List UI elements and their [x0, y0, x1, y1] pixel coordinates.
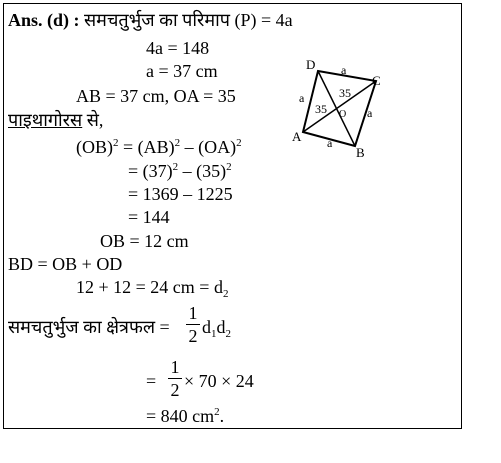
side-label-cb: a [367, 106, 373, 120]
side-label-da: a [299, 91, 305, 105]
center-o: O [339, 109, 347, 120]
numerator: 1 [188, 303, 198, 323]
exponent: 2 [226, 161, 232, 173]
exponent: 2 [174, 137, 181, 149]
vertex-d: D [306, 57, 316, 72]
answer-label: Ans. (d) : [8, 10, 80, 30]
numerator: 1 [170, 357, 180, 377]
fraction-bar [186, 324, 200, 325]
exponent: 2 [113, 137, 119, 149]
oc-length-label: 35 [339, 86, 351, 100]
answer-line-1 [8, 10, 293, 30]
pythagoras-word: पाइथागोरस [8, 110, 83, 130]
equation-a: a = 37 cm [146, 61, 218, 81]
d2-expression: 12 + 12 = 24 cm = d [76, 277, 223, 297]
subtraction-line: = 1369 – 1225 [128, 184, 233, 204]
vertex-b: B [356, 145, 365, 160]
denominator: 2 [188, 326, 198, 346]
vertex-a: A [292, 129, 302, 144]
se-word: से, [82, 110, 104, 130]
given-values: AB = 37 cm, OA = 35 [76, 86, 236, 106]
oa-length-label: 35 [315, 102, 327, 116]
subscript: 2 [225, 328, 231, 340]
exponent: 2 [172, 161, 179, 173]
d1d2-expression [202, 317, 231, 340]
area-label: समचतुर्भुज का क्षेत्रफल = [8, 317, 170, 337]
subscript: 2 [222, 288, 229, 300]
final-value: = 840 cm [146, 406, 215, 426]
term-37: = (37) [128, 161, 173, 181]
d1-symbol: d [202, 317, 211, 337]
fraction-bar [168, 378, 182, 379]
perimeter-statement: समचतुर्भुज का परिमाप (P) = 4a [84, 10, 293, 30]
result-144: = 144 [128, 207, 170, 227]
period: . [219, 406, 225, 426]
bd-equation: BD = OB + OD [8, 254, 123, 274]
oa-term: – (OA) [180, 137, 237, 157]
exponent: 2 [214, 406, 220, 418]
ab-term: = (AB) [118, 137, 175, 157]
d2-result [76, 277, 229, 300]
rhombus-figure [290, 55, 395, 160]
side-label-ab: a [327, 136, 333, 150]
substitution-line [128, 161, 232, 181]
pythagoras-line [8, 110, 103, 130]
denominator: 2 [170, 380, 180, 400]
equation-4a: 4a = 148 [146, 38, 210, 58]
area-product: × 70 × 24 [184, 371, 254, 391]
half-fraction [186, 303, 200, 346]
ob-term: (OB) [76, 137, 113, 157]
side-label-dc: a [341, 63, 347, 77]
final-answer [146, 406, 224, 426]
ob-result: OB = 12 cm [100, 231, 189, 251]
term-35: – (35) [178, 161, 227, 181]
half-fraction-2 [168, 357, 182, 400]
exponent: 2 [236, 137, 242, 149]
d2-symbol: d [216, 317, 226, 337]
pythagoras-equation [76, 137, 242, 157]
area-equals: = [146, 371, 157, 391]
subscript: 1 [211, 328, 217, 340]
vertex-c: C [372, 73, 381, 88]
